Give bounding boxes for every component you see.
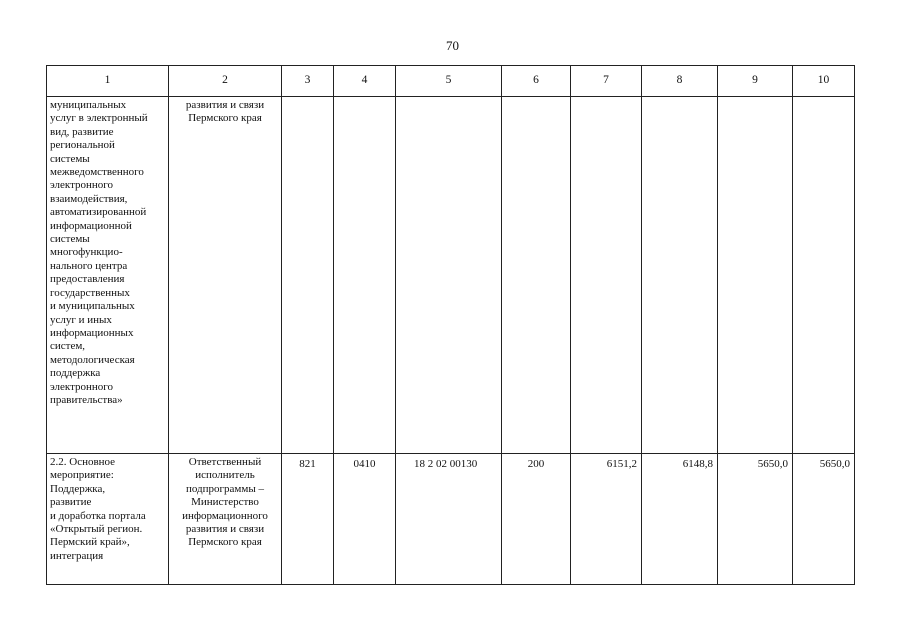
page-number: 70	[446, 38, 459, 53]
grbs-code-cell	[282, 97, 334, 454]
amount-cell: 6148,8	[642, 454, 718, 585]
amount-cell	[718, 97, 793, 454]
activity-name-cell: муниципальных услуг в электронный вид, развитие региональной системы межведомственного электронного взаимодействия, автоматизированной информационной системы многофункцио- нального центра предоставления государственных и муниципальных услуг и иных информационных систем, методологическая поддержка электронного правительства»	[47, 97, 169, 454]
column-header: 5	[396, 66, 502, 97]
amount-cell: 6151,2	[571, 454, 642, 585]
expense-type-cell	[502, 97, 571, 454]
amount-cell: 5650,0	[718, 454, 793, 585]
executor-cell: развития и связи Пермского края	[169, 97, 282, 454]
executor-cell: Ответственный исполнитель подпрограммы – Министерство информационного развития и связи Пермского края	[169, 454, 282, 585]
column-header: 8	[642, 66, 718, 97]
activity-name-cell: 2.2. Основное мероприятие: Поддержка, развитие и доработка портала «Открытый регион. Пермский край», интеграция	[47, 454, 169, 585]
target-article-cell: 18 2 02 00130	[396, 454, 502, 585]
column-header: 4	[334, 66, 396, 97]
section-code-cell: 0410	[334, 454, 396, 585]
table-row	[47, 97, 855, 454]
section-code-cell	[334, 97, 396, 454]
expense-type-cell: 200	[502, 454, 571, 585]
column-header: 3	[282, 66, 334, 97]
column-header: 10	[793, 66, 855, 97]
column-header: 6	[502, 66, 571, 97]
column-header: 9	[718, 66, 793, 97]
column-header: 2	[169, 66, 282, 97]
table-header-row	[47, 66, 855, 97]
amount-cell	[642, 97, 718, 454]
target-article-cell	[396, 97, 502, 454]
grbs-code-cell: 821	[282, 454, 334, 585]
amount-cell: 5650,0	[793, 454, 855, 585]
column-header: 7	[571, 66, 642, 97]
amount-cell	[793, 97, 855, 454]
table-row	[47, 454, 855, 585]
column-header: 1	[47, 66, 169, 97]
budget-table	[46, 65, 855, 585]
amount-cell	[571, 97, 642, 454]
